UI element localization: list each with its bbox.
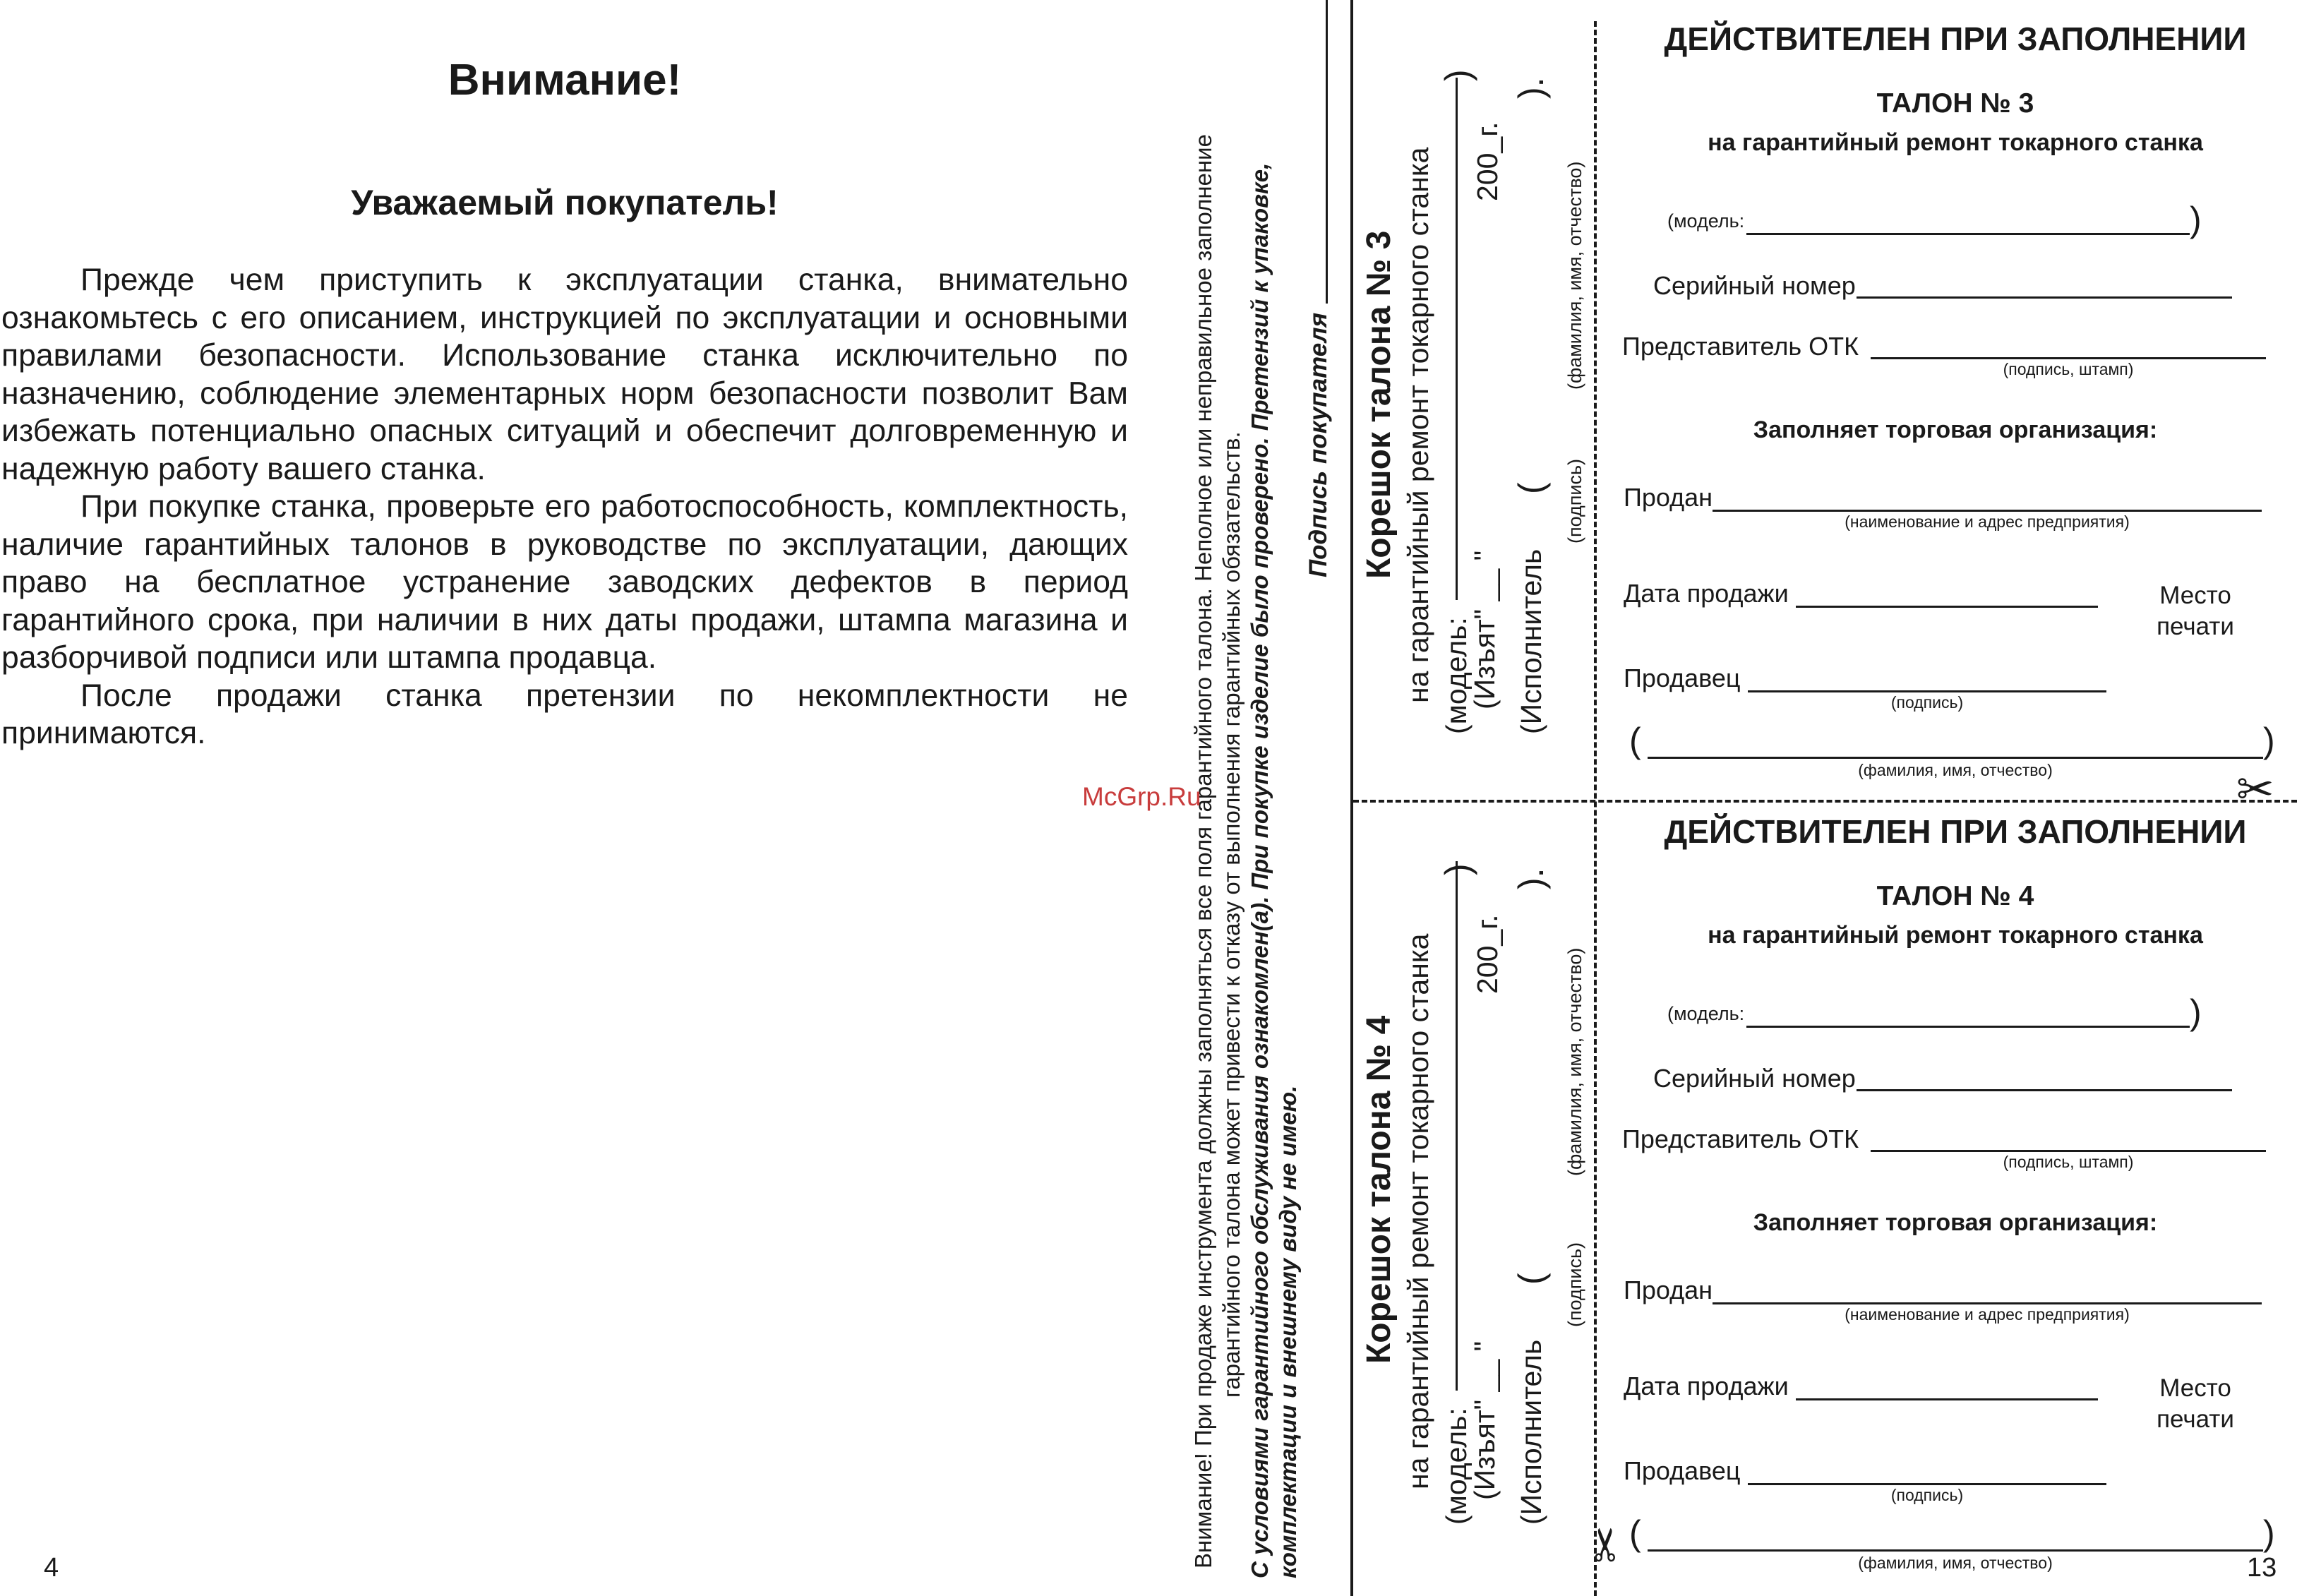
name-caption: (фамилия, имя, отчество) [1858,1554,2053,1572]
page-divider [1350,0,1353,1596]
stub-sign-caption: (подпись) [1564,1242,1585,1327]
model-label: (модель: [1667,210,1745,232]
coupon-description: на гарантийный ремонт токарного станка [1708,922,2203,949]
stub-open-paren: ( [1511,1273,1551,1285]
sold-label: Продан [1624,483,1713,512]
fill-header: Заполняет торговая организация: [1753,1209,2158,1236]
stub-model-underline [1456,861,1458,1391]
date-label: Дата продажи [1624,579,1789,608]
seller-field[interactable] [1748,1483,2106,1485]
stamp-place: Место печати [2157,1374,2234,1433]
valid-header: ДЕЙСТВИТЕЛЕН ПРИ ЗАПОЛНЕНИИ [1664,813,2247,850]
seller-label: Продавец [1624,664,1741,692]
serial-field[interactable] [1857,296,2232,299]
date-label: Дата продажи [1624,1372,1789,1400]
sold-label: Продан [1624,1276,1713,1304]
seller-caption: (подпись) [1890,1486,1964,1504]
sold-caption: (наименование и адрес предприятия) [1845,1305,2130,1324]
warning-line-4: комплектации и внешнему виду не имею. [1275,1085,1301,1578]
stub-year-line: 200_г. [1471,121,1504,201]
open-paren: ( [1629,721,1641,760]
sold-field[interactable] [1713,1302,2262,1304]
stub-name-caption: (фамилия, имя, отчество) [1564,947,1585,1176]
seller-caption: (подпись) [1890,693,1964,712]
close-paren: ) [2263,1513,2275,1553]
warning-line-1: Внимание! При продаже инструмента должны заполняться все поля гарантийного талона. Неполное или неправильное заполнение [1190,134,1216,1568]
stub-close-paren: ). [1511,868,1551,889]
coupon-number: ТАЛОН № 3 [1876,88,2034,119]
name-caption: (фамилия, имя, отчество) [1858,761,2053,779]
watermark: McGrp.Ru [1082,782,1201,811]
stub-name-caption: (фамилия, имя, отчество) [1564,161,1585,390]
stub-title: Корешок талона № 3 [1360,230,1398,579]
stub-model-line: (модель: [1440,1408,1473,1525]
intro-text [1,261,1128,752]
coupon-4 [1617,793,2294,1583]
otk-label: Представитель ОТК [1622,332,1859,361]
warning-line-3: С условиями гарантийного обслуживания ознакомлен(а). При покупке изделие было проверено. Претензий к упаковке, [1247,162,1273,1578]
stub-model-underline [1456,78,1458,600]
stub-executor-line: (Исполнитель [1515,548,1547,734]
stamp-place: Место печати [2157,582,2234,640]
otk-label: Представитель ОТК [1622,1124,1859,1153]
seller-field[interactable] [1748,690,2106,692]
intro-paragraph: При покупке станка, проверьте его работоспособность, комплектность, наличие гарантийных талонов в руководстве по эксплуатации, дающих право на бесплатное устранение заводских дефектов в период гарантийного срока, при наличии в них даты продажи, штампа магазина и разборчивой подписи или штампа продавца. [1,489,1128,675]
stub-year-line: 200_г. [1471,914,1504,994]
date-field[interactable] [1796,1398,2098,1400]
sold-caption: (наименование и адрес предприятия) [1845,512,2130,531]
buyer-signature-line [1326,0,1328,304]
name-field[interactable] [1648,1549,2263,1552]
otk-field[interactable] [1871,1150,2266,1152]
coupon-3 [1617,0,2294,791]
close-paren: ) [2190,200,2202,239]
stub-subtitle: на гарантийный ремонт токарного станка [1402,147,1434,703]
serial-label: Серийный номер [1653,1064,1856,1093]
stub-subtitle: на гарантийный ремонт токарного станка [1402,933,1434,1489]
stub-executor-line: (Исполнитель [1515,1339,1547,1525]
stub-open-paren: ( [1511,482,1551,494]
warning-line-2: гарантийного талона может привести к отказу от выполнения гарантийных обязательств. [1218,431,1245,1398]
coupon-number: ТАЛОН № 4 [1876,881,2034,911]
stub-close-paren: ). [1511,77,1551,99]
coupon-description: на гарантийный ремонт токарного станка [1708,129,2203,156]
otk-field[interactable] [1871,357,2266,359]
serial-label: Серийный номер [1653,271,1856,300]
otk-caption: (подпись, штамп) [2003,360,2134,378]
model-field[interactable] [1746,233,2190,235]
buyer-signature-label: Подпись покупателя [1305,312,1332,577]
date-field[interactable] [1796,606,2098,608]
stub-close-paren: ) [1438,69,1477,81]
scissors-icon: ✂ [1580,1525,1631,1564]
page-heading: Внимание! [448,56,682,104]
fill-header: Заполняет торговая организация: [1753,416,2158,443]
sold-field[interactable] [1713,510,2262,512]
stub-withdrawn-line: (Изъят" __ " [1468,550,1501,709]
serial-field[interactable] [1857,1089,2232,1091]
page-number-right: 13 [2247,1553,2277,1583]
stub-sign-caption: (подпись) [1564,458,1585,544]
intro-paragraph: После продажи станка претензии по некомплектности не принимаются. [1,678,1128,750]
open-paren: ( [1629,1513,1641,1553]
cut-line-vertical [1594,21,1597,1596]
stub-title: Корешок талона № 4 [1360,1015,1398,1364]
name-field[interactable] [1648,757,2263,759]
page-number-left: 4 [44,1553,59,1583]
stub-withdrawn-line: (Изъят" __ " [1468,1340,1501,1500]
greeting-heading: Уважаемый покупатель! [351,183,779,222]
stub-close-paren: ) [1438,863,1477,875]
close-paren: ) [2263,721,2275,760]
stub-model-line: (модель: [1440,617,1473,734]
close-paren: ) [2190,992,2202,1032]
scissors-icon: ✂ [2236,764,2274,815]
model-label: (модель: [1667,1003,1745,1024]
otk-caption: (подпись, штамп) [2003,1153,2134,1171]
valid-header: ДЕЙСТВИТЕЛЕН ПРИ ЗАПОЛНЕНИИ [1664,20,2247,57]
seller-label: Продавец [1624,1456,1741,1485]
intro-paragraph: Прежде чем приступить к эксплуатации станка, внимательно ознакомьтесь с его описанием, инструкцией по эксплуатации и основными правилами безопасности. Использование станка исключительно по назначению, соблюдение элементарных норм безопасности позволит Вам избежать потенциально опасных ситуаций и обеспечит долговременную и надежную работу вашего станка. [1,263,1128,486]
model-field[interactable] [1746,1026,2190,1028]
